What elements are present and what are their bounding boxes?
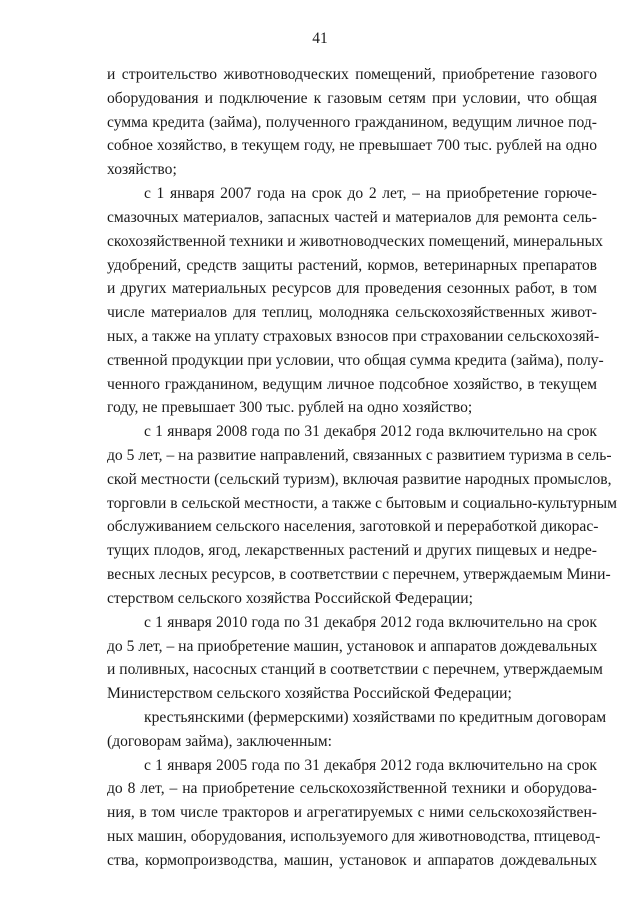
text-line: с 1 января 2005 года по 31 декабря 2012 года включительно на срок — [144, 756, 597, 774]
text-line: ных машин, оборудования, используемого для животноводства, птицевод- — [107, 828, 601, 845]
text-line: с 1 января 2008 года по 31 декабря 2012 года включительно на срок — [144, 423, 597, 441]
text-line: ства, кормопроизводства, машин, установок и аппаратов дождевальных — [107, 851, 597, 869]
text-line: торговли в сельской местности, а также с бытовым и социально-культурным — [107, 494, 617, 512]
text-line: сумма кредита (займа), полученного гражданином, ведущим личное под- — [107, 113, 597, 131]
text-line: ченного гражданином, ведущим личное подсобное хозяйство, в текущем — [107, 375, 597, 393]
text-line: крестьянскими (фермерскими) хозяйствами по кредитным договорам — [144, 708, 607, 726]
text-line: собное хозяйство, в текущем году, не превышает 700 тыс. рублей на одно — [107, 137, 597, 155]
text-line: тущих плодов, ягод, лекарственных растений и других пищевых и недре- — [107, 542, 597, 560]
text-line: Министерством сельского хозяйства Российской Федерации; — [107, 685, 512, 703]
text-line: и поливных, насосных станций в соответствии с перечнем, утверждаемым — [107, 661, 603, 679]
text-line: году, не превышает 300 тыс. рублей на одно хозяйство; — [107, 399, 473, 417]
text-line: ской местности (сельский туризм), включая развитие народных промыслов, — [107, 470, 612, 488]
text-line: весных лесных ресурсов, в соответствии с перечнем, утверждаемым Мини- — [107, 566, 611, 584]
text-line: до 5 лет, – на приобретение машин, установок и аппаратов дождевальных — [107, 637, 598, 655]
document-body — [107, 63, 617, 873]
text-line: скохозяйственной техники и животноводческих помещений, минеральных — [107, 232, 603, 250]
text-line: стерством сельского хозяйства Российской Федерации; — [107, 589, 473, 607]
text-line: ния, в том числе тракторов и агрегатируемых с ними сельскохозяйствен- — [107, 804, 597, 822]
text-line: хозяйство; — [107, 161, 177, 179]
text-line: ственной продукции при условии, что общая сумма кредита (займа), полу- — [107, 351, 604, 369]
text-line: (договорам займа), заключенным: — [107, 732, 332, 750]
text-line: с 1 января 2010 года по 31 декабря 2012 года включительно на срок — [144, 613, 597, 631]
text-line: до 8 лет, – на приобретение сельскохозяйственной техники и оборудова- — [107, 780, 597, 798]
text-line: удобрений, средств защиты растений, кормов, ветеринарных препаратов — [107, 256, 597, 274]
text-line: и строительство животноводческих помещений, приобретение газового — [107, 66, 597, 83]
text-line: до 5 лет, – на развитие направлений, связанных с развитием туризма в сель- — [107, 447, 612, 464]
text-line: обслуживанием сельского населения, заготовкой и переработкой дикорас- — [107, 518, 599, 536]
text-line: ных, а также на уплату страховых взносов при страховании сельскохозяй- — [107, 327, 600, 345]
text-line: оборудования и подключение к газовым сетям при условии, что общая — [107, 89, 597, 107]
text-line: с 1 января 2007 года на срок до 2 лет, – на приобретение горюче- — [144, 185, 597, 203]
page-number: 41 — [312, 30, 328, 47]
text-line: смазочных материалов, запасных частей и материалов для ремонта сель- — [107, 208, 597, 226]
text-line: и других материальных ресурсов для проведения сезонных работ, в том — [107, 280, 597, 298]
text-line: числе материалов для теплиц, молодняка сельскохозяйственных живот- — [107, 304, 597, 322]
